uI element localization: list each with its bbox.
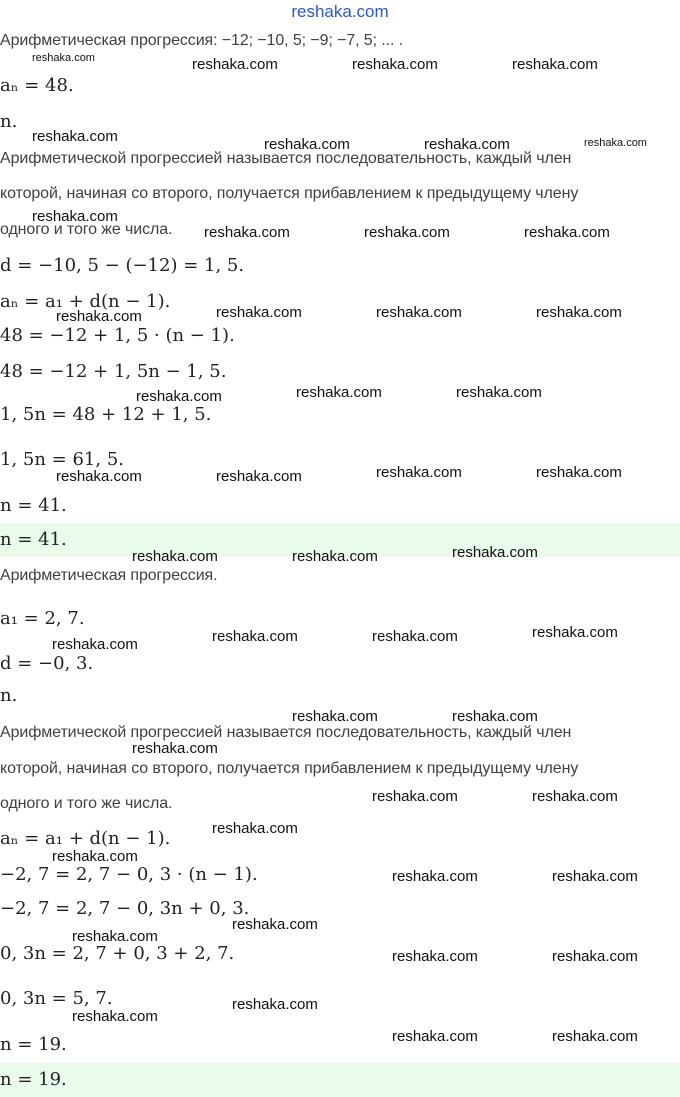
watermark: reshaka.com bbox=[32, 52, 95, 64]
watermark: reshaka.com bbox=[372, 628, 458, 645]
watermark: reshaka.com bbox=[72, 1008, 158, 1025]
watermark: reshaka.com bbox=[32, 128, 118, 145]
watermark: reshaka.com bbox=[364, 224, 450, 241]
watermark: reshaka.com bbox=[132, 548, 218, 565]
answer-text-2: n = 19. bbox=[0, 1069, 67, 1090]
watermark: reshaka.com bbox=[372, 788, 458, 805]
definition2-line-2: которой, начиная со второго, получается прибавлением к предыдущему члену bbox=[0, 760, 579, 777]
step-d: d = −10, 5 − (−12) = 1, 5. bbox=[0, 255, 245, 276]
watermark: reshaka.com bbox=[212, 628, 298, 645]
answer-box-2 bbox=[0, 1063, 680, 1097]
watermark: reshaka.com bbox=[212, 820, 298, 837]
watermark: reshaka.com bbox=[456, 384, 542, 401]
watermark: reshaka.com bbox=[532, 624, 618, 641]
step2-substitute: −2, 7 = 2, 7 − 0, 3 · (n − 1). bbox=[0, 864, 258, 885]
given-d: d = −0, 3. bbox=[0, 653, 94, 674]
watermark: reshaka.com bbox=[376, 464, 462, 481]
definition2-line-1: Арифметической прогрессией называется последовательность, каждый член bbox=[0, 724, 572, 741]
watermark: reshaka.com bbox=[52, 636, 138, 653]
watermark: reshaka.com bbox=[216, 468, 302, 485]
definition-line-1: Арифметической прогрессией называется последовательность, каждый член bbox=[0, 150, 572, 167]
watermark: reshaka.com bbox=[524, 224, 610, 241]
site-title[interactable]: reshaka.com bbox=[291, 2, 389, 21]
watermark: reshaka.com bbox=[452, 544, 538, 561]
answer-text-1: n = 41. bbox=[0, 529, 67, 550]
given-an: aₙ = 48. bbox=[0, 75, 74, 96]
watermark: reshaka.com bbox=[532, 788, 618, 805]
watermark: reshaka.com bbox=[552, 868, 638, 885]
watermark: reshaka.com bbox=[232, 996, 318, 1013]
step2-sum: 0, 3n = 5, 7. bbox=[0, 988, 113, 1009]
watermark: reshaka.com bbox=[136, 388, 222, 405]
watermark: reshaka.com bbox=[292, 548, 378, 565]
formula-an-2: aₙ = a₁ + d(n − 1). bbox=[0, 828, 171, 849]
watermark: reshaka.com bbox=[424, 136, 510, 153]
condition-text: Арифметическая прогрессия: −12; −10, 5; −9; −7, 5; ... . bbox=[0, 32, 404, 49]
watermark: reshaka.com bbox=[584, 137, 647, 149]
watermark: reshaka.com bbox=[232, 916, 318, 933]
watermark: reshaka.com bbox=[512, 56, 598, 73]
watermark: reshaka.com bbox=[392, 1028, 478, 1045]
find-n: n. bbox=[0, 111, 18, 132]
watermark: reshaka.com bbox=[292, 708, 378, 725]
watermark: reshaka.com bbox=[352, 56, 438, 73]
watermark: reshaka.com bbox=[296, 384, 382, 401]
step-expand: 48 = −12 + 1, 5n − 1, 5. bbox=[0, 361, 227, 382]
watermark: reshaka.com bbox=[216, 304, 302, 321]
formula-an: aₙ = a₁ + d(n − 1). bbox=[0, 291, 171, 312]
definition-line-3: одного и того же числа. bbox=[0, 221, 173, 238]
given-a1: a₁ = 2, 7. bbox=[0, 608, 85, 629]
watermark: reshaka.com bbox=[72, 928, 158, 945]
step2-move: 0, 3n = 2, 7 + 0, 3 + 2, 7. bbox=[0, 943, 235, 964]
step2-result: n = 19. bbox=[0, 1034, 67, 1055]
step-substitute: 48 = −12 + 1, 5 · (n − 1). bbox=[0, 325, 235, 346]
definition-line-2: которой, начиная со второго, получается прибавлением к предыдущему члену bbox=[0, 185, 579, 202]
watermark: reshaka.com bbox=[132, 740, 218, 757]
step-move: 1, 5n = 48 + 12 + 1, 5. bbox=[0, 404, 212, 425]
watermark: reshaka.com bbox=[32, 208, 118, 225]
step-sum: 1, 5n = 61, 5. bbox=[0, 449, 124, 470]
watermark: reshaka.com bbox=[392, 948, 478, 965]
watermark: reshaka.com bbox=[56, 468, 142, 485]
watermark: reshaka.com bbox=[376, 304, 462, 321]
watermark: reshaka.com bbox=[392, 868, 478, 885]
step-result: n = 41. bbox=[0, 495, 67, 516]
watermark: reshaka.com bbox=[264, 136, 350, 153]
section-title: Арифметическая прогрессия. bbox=[0, 567, 218, 584]
watermark: reshaka.com bbox=[552, 948, 638, 965]
watermark: reshaka.com bbox=[52, 848, 138, 865]
watermark: reshaka.com bbox=[452, 708, 538, 725]
watermark: reshaka.com bbox=[204, 224, 290, 241]
find-n-2: n. bbox=[0, 685, 18, 706]
definition2-line-3: одного и того же числа. bbox=[0, 795, 173, 812]
watermark: reshaka.com bbox=[192, 56, 278, 73]
watermark: reshaka.com bbox=[552, 1028, 638, 1045]
watermark: reshaka.com bbox=[536, 304, 622, 321]
watermark: reshaka.com bbox=[536, 464, 622, 481]
watermark: reshaka.com bbox=[56, 308, 142, 325]
step2-expand: −2, 7 = 2, 7 − 0, 3n + 0, 3. bbox=[0, 898, 250, 919]
